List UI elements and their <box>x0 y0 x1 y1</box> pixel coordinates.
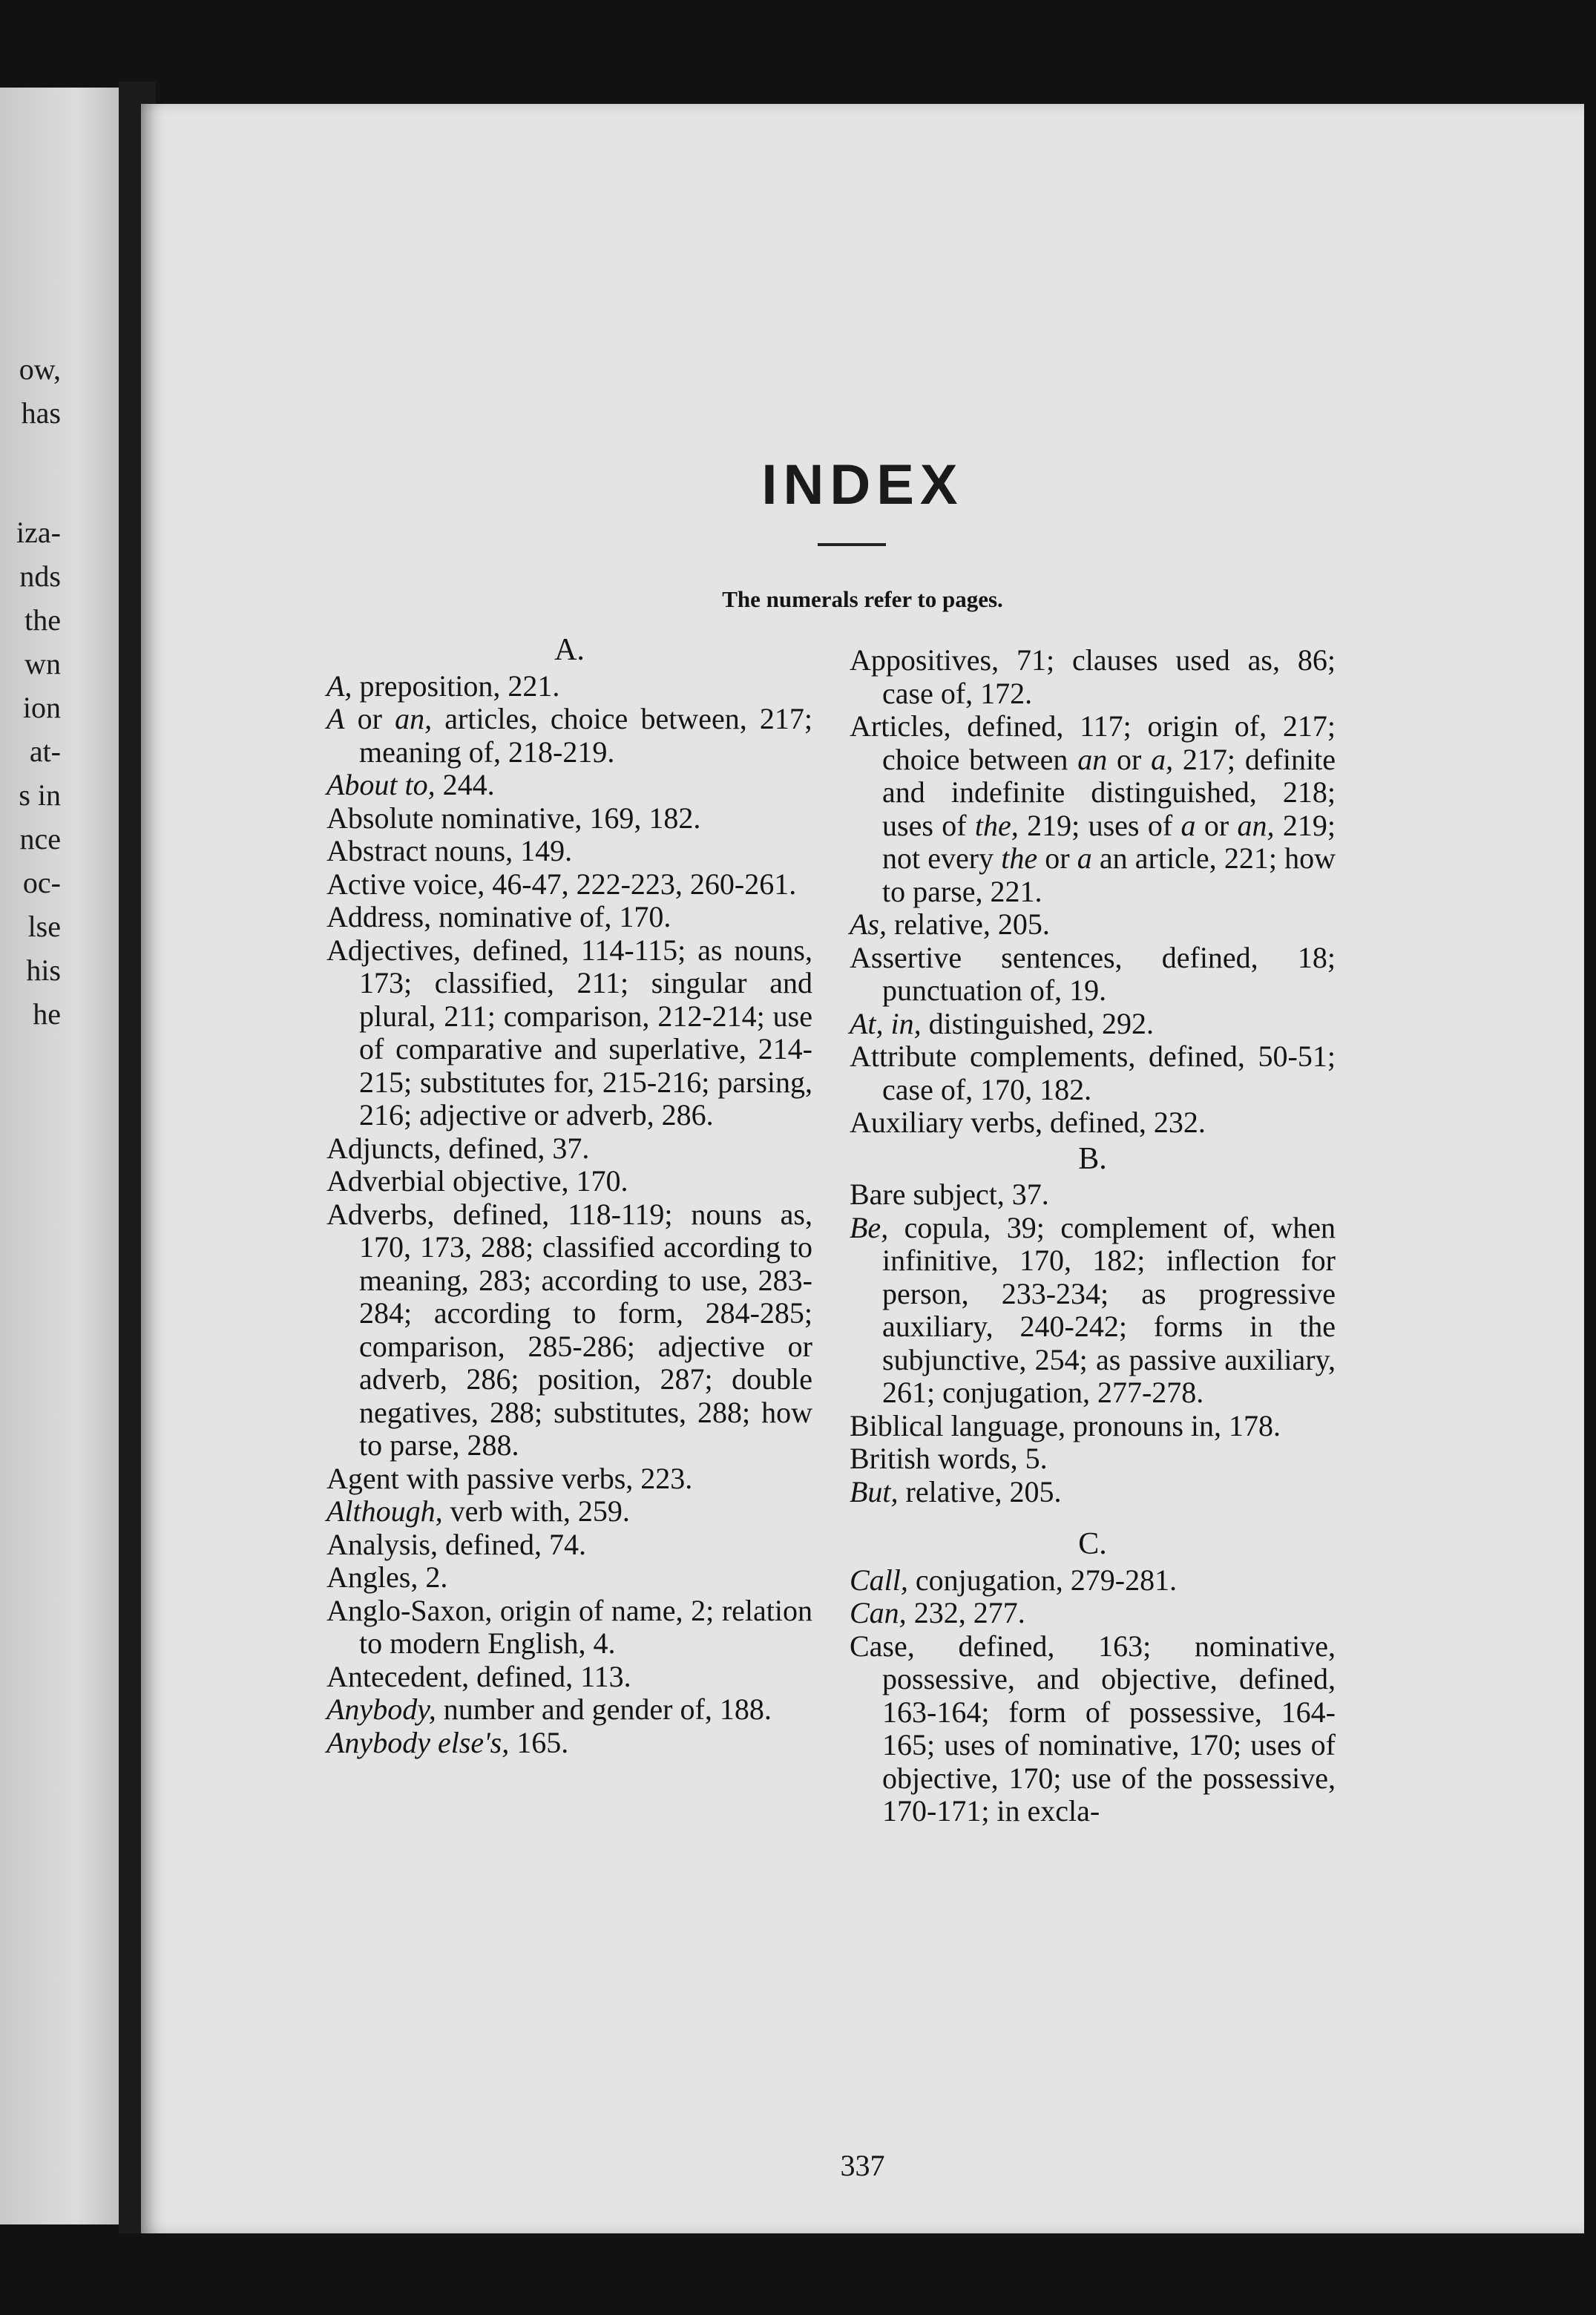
facing-page-text-fragment: iza- <box>16 516 61 549</box>
index-entry <box>850 1040 1336 1106</box>
index-entry <box>326 934 812 1132</box>
facing-page-text-fragment: oc- <box>22 866 61 899</box>
facing-page-text-fragment: lse <box>27 910 61 943</box>
entry-text: or <box>1195 808 1238 842</box>
entry-text: relative, 205. <box>898 1474 1062 1508</box>
index-entry <box>850 1008 1336 1041</box>
section-letter: B. <box>1078 1141 1107 1176</box>
index-entry <box>850 1410 1336 1443</box>
entry-text: 217; definite and indefinite distinguished, 218; uses of <box>882 742 1336 842</box>
entry-text: distinguished, 292. <box>921 1006 1155 1040</box>
entry-text: preposition, 221. <box>352 669 560 703</box>
entry-term-italic: At, in, <box>850 1006 922 1040</box>
index-entry <box>326 1727 812 1760</box>
facing-page-text-fragment: s in <box>19 778 61 812</box>
index-entry <box>850 1630 1336 1828</box>
facing-page-text-fragment: wn <box>24 647 61 680</box>
index-entry <box>850 1564 1336 1597</box>
entry-term-italic: a <box>1077 841 1092 875</box>
index-entry <box>850 1106 1336 1140</box>
index-note: The numerals refer to pages. <box>722 586 1003 612</box>
facing-page-text-fragment: nce <box>19 822 61 856</box>
entry-term-italic: A <box>326 702 345 735</box>
entry-term-italic: Anybody else's, <box>326 1725 510 1759</box>
entry-text: an article, 221; how to parse, 221. <box>882 841 1336 908</box>
section-letter: A. <box>554 633 585 667</box>
index-entry <box>850 1178 1336 1212</box>
entry-text: Analysis, defined, 74. <box>326 1527 586 1561</box>
entry-text: 219; uses of <box>1018 808 1181 842</box>
entry-term-italic: Anybody, <box>326 1692 436 1726</box>
entry-term-italic: Call, <box>850 1563 908 1597</box>
index-entry <box>326 1595 812 1661</box>
entry-text: Auxiliary verbs, defined, 232. <box>850 1106 1206 1139</box>
facing-page-text-fragment: has <box>21 396 61 430</box>
entry-text: Case, defined, 163; nominative, possessive, and objective, defined, 163-164; form of possessive, 164-165; uses of nominative, 170; uses of objective, 170; use of the possessive, 170-171; in excla- <box>850 1629 1336 1828</box>
index-entry <box>850 710 1336 908</box>
entry-term-italic: the, <box>974 808 1019 842</box>
entry-term-italic: a, <box>1151 742 1174 776</box>
entry-text: Biblical language, pronouns in, 178. <box>850 1408 1281 1442</box>
index-entry <box>850 942 1336 1008</box>
entry-term-italic: As, <box>850 907 887 941</box>
entry-text: Appositives, 71; clauses used as, 86; case of, 172. <box>850 643 1336 710</box>
index-entry <box>326 1198 812 1462</box>
entry-text: articles, choice between, 217; meaning of, 218-219. <box>359 702 812 769</box>
index-entry <box>326 1661 812 1694</box>
entry-text: 165. <box>509 1725 569 1759</box>
section-letter: C. <box>1078 1527 1107 1561</box>
entry-text: Abstract nouns, 149. <box>326 834 573 867</box>
entry-text: Attribute complements, defined, 50-51; case of, 170, 182. <box>850 1040 1336 1106</box>
entry-text: or <box>1107 742 1152 776</box>
facing-page-text-fragment: at- <box>29 735 61 768</box>
entry-text: Address, nominative of, 170. <box>326 900 671 933</box>
title-rule <box>818 543 886 546</box>
index-entry <box>326 1462 812 1496</box>
entry-term-italic: Be, <box>850 1210 889 1244</box>
entry-text: Assertive sentences, defined, 18; punctuation of, 19. <box>850 940 1336 1007</box>
entry-term-italic: About to, <box>326 768 436 801</box>
entry-term-italic: a <box>1180 808 1196 842</box>
facing-page-text-fragment: he <box>33 997 61 1031</box>
entry-term-italic: an, <box>395 702 433 735</box>
entry-text: 244. <box>435 768 495 801</box>
entry-term-italic: Although, <box>326 1494 443 1528</box>
entry-text: relative, 205. <box>887 907 1050 941</box>
entry-term-italic: an, <box>1237 808 1275 842</box>
index-entry <box>326 670 812 703</box>
page-title: INDEX <box>761 453 964 516</box>
index-entry <box>326 1528 812 1562</box>
index-entry <box>850 644 1336 710</box>
index-entry <box>326 901 812 934</box>
index-entry <box>326 1495 812 1528</box>
entry-text: British words, 5. <box>850 1442 1048 1475</box>
index-entry <box>326 868 812 902</box>
entry-text: Absolute nominative, 169, 182. <box>326 801 701 835</box>
index-entry <box>326 802 812 835</box>
entry-text: 232, 277. <box>906 1596 1025 1629</box>
facing-page-text-fragment: ion <box>22 691 61 724</box>
entry-text: Adjectives, defined, 114-115; as nouns, 173; classified, 211; singular and plural, 211; comparison, 212-214; use of comparative and superlative, 214-215; substitutes for, 215-216; parsing, 216; adjective or adverb, 286. <box>326 933 812 1132</box>
entry-text: Adverbial objective, 170. <box>326 1164 628 1198</box>
index-entry <box>850 1442 1336 1476</box>
index-page <box>141 104 1584 2233</box>
entry-text: Angles, 2. <box>326 1560 448 1594</box>
facing-page-edge <box>0 88 126 2224</box>
index-entry <box>850 1212 1336 1410</box>
facing-page-text-fragment: nds <box>19 559 61 593</box>
entry-text: Antecedent, defined, 113. <box>326 1659 631 1693</box>
entry-text: Anglo-Saxon, origin of name, 2; relation to modern English, 4. <box>326 1593 812 1660</box>
entry-text: Agent with passive verbs, 223. <box>326 1461 693 1495</box>
entry-term-italic: an <box>1077 742 1108 776</box>
entry-text: Adjuncts, defined, 37. <box>326 1131 590 1165</box>
index-entry <box>326 703 812 769</box>
facing-page-text-fragment: ow, <box>19 352 61 386</box>
index-entry <box>850 1597 1336 1630</box>
entry-text: 219; not every <box>882 808 1336 875</box>
entry-text: or <box>344 702 395 735</box>
facing-page-text-fragment: his <box>26 953 61 987</box>
entry-term-italic: the <box>1001 841 1038 875</box>
page-number: 337 <box>840 2149 885 2182</box>
index-entry <box>326 769 812 802</box>
entry-term-italic: But, <box>850 1474 899 1508</box>
entry-text: Active voice, 46-47, 222-223, 260-261. <box>326 867 797 901</box>
index-column-left <box>326 631 812 1759</box>
index-entry <box>326 1165 812 1198</box>
entry-text: Articles, defined, 117; origin of, 217; choice between <box>850 709 1336 776</box>
index-entry <box>326 835 812 868</box>
entry-text: conjugation, 279-281. <box>907 1563 1178 1597</box>
index-entry <box>326 1693 812 1727</box>
entry-text: or <box>1037 841 1077 875</box>
index-column-right <box>850 644 1336 1828</box>
index-entry <box>850 1476 1336 1509</box>
column-spacer <box>850 1508 1336 1525</box>
entry-text: Bare subject, 37. <box>850 1178 1049 1211</box>
entry-text: copula, 39; complement of, when infinitive, 170, 182; inflection for person, 233-234; as progressive auxiliary, 240-242; forms in the subjunctive, 254; as passive auxiliary, 261; conjugation, 277-278. <box>882 1210 1336 1409</box>
entry-text: Adverbs, defined, 118-119; nouns as, 170, 173, 288; classified according to meaning, 283; according to use, 283-284; according to form, 284-285; comparison, 285-286; adjective or adverb, 286; position, 287; double negatives, 288; substitutes, 288; how to parse, 288. <box>326 1197 812 1462</box>
entry-term-italic: A, <box>326 669 352 703</box>
index-entry <box>326 1132 812 1166</box>
index-entry <box>850 908 1336 942</box>
entry-text: number and gender of, 188. <box>436 1692 772 1726</box>
entry-text: verb with, 259. <box>442 1494 630 1528</box>
facing-page-text-fragment: the <box>24 603 61 637</box>
entry-term-italic: Can, <box>850 1596 907 1629</box>
index-entry <box>326 1561 812 1595</box>
